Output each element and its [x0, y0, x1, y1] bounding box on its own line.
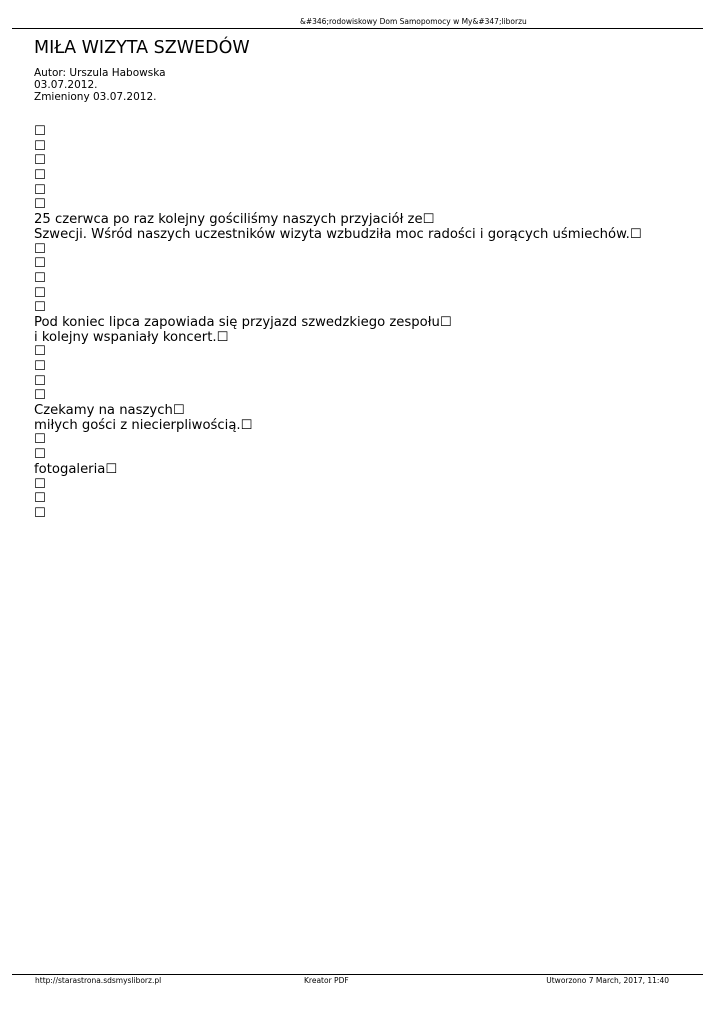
article-meta	[34, 67, 166, 103]
body-line: ☐	[34, 476, 46, 492]
body-line: i kolejny wspaniały koncert.☐	[34, 329, 229, 345]
header-site-name: &#346;rodowiskowy Dom Samopomocy w My&#347;liborzu	[300, 17, 527, 26]
article-date: 03.07.2012.	[34, 79, 98, 91]
body-line: ☐	[34, 153, 46, 169]
body-line: ☐	[34, 256, 46, 272]
body-line: ☐	[34, 241, 46, 257]
modified-line: Zmieniony 03.07.2012.	[34, 91, 157, 103]
body-line: ☐	[34, 138, 46, 154]
footer-divider	[12, 974, 703, 975]
footer-created: Utworzono 7 March, 2017, 11:40	[546, 976, 669, 985]
body-line: miłych gości z niecierpliwością.☐	[34, 417, 253, 433]
body-line: ☐	[34, 491, 46, 507]
body-line: Czekamy na naszych☐	[34, 403, 185, 419]
author-line: Autor: Urszula Habowska	[34, 67, 166, 79]
body-line: ☐	[34, 197, 46, 213]
body-line: ☐	[34, 359, 46, 374]
footer-creator: Kreator PDF	[304, 976, 349, 985]
page-title: MIŁA WIZYTA SZWEDÓW	[34, 38, 250, 58]
body-line: Szwecji. Wśród naszych uczestników wizyta wzbudziła moc radości i gorących uśmiechów.☐	[34, 226, 642, 242]
body-line: ☐	[34, 182, 46, 198]
body-line: Pod koniec lipca zapowiada się przyjazd szwedzkiego zespołu☐	[34, 314, 452, 330]
body-line: ☐	[34, 388, 46, 404]
body-line: ☐	[34, 505, 46, 521]
body-line: ☐	[34, 447, 46, 463]
article-body	[34, 125, 642, 522]
body-line: ☐	[34, 300, 46, 316]
footer-url: http://starastrona.sdsmysliborz.pl	[35, 976, 162, 985]
body-line: ☐	[34, 124, 46, 139]
body-line: ☐	[34, 373, 46, 389]
header-divider	[12, 28, 703, 29]
body-line: ☐	[34, 270, 46, 286]
body-line: ☐	[34, 285, 46, 301]
body-line: fotogaleria☐	[34, 461, 118, 477]
body-line: ☐	[34, 168, 46, 184]
body-line: ☐	[34, 432, 46, 448]
body-line: 25 czerwca po raz kolejny gościliśmy naszych przyjaciół ze☐	[34, 212, 435, 228]
body-line: ☐	[34, 344, 46, 360]
